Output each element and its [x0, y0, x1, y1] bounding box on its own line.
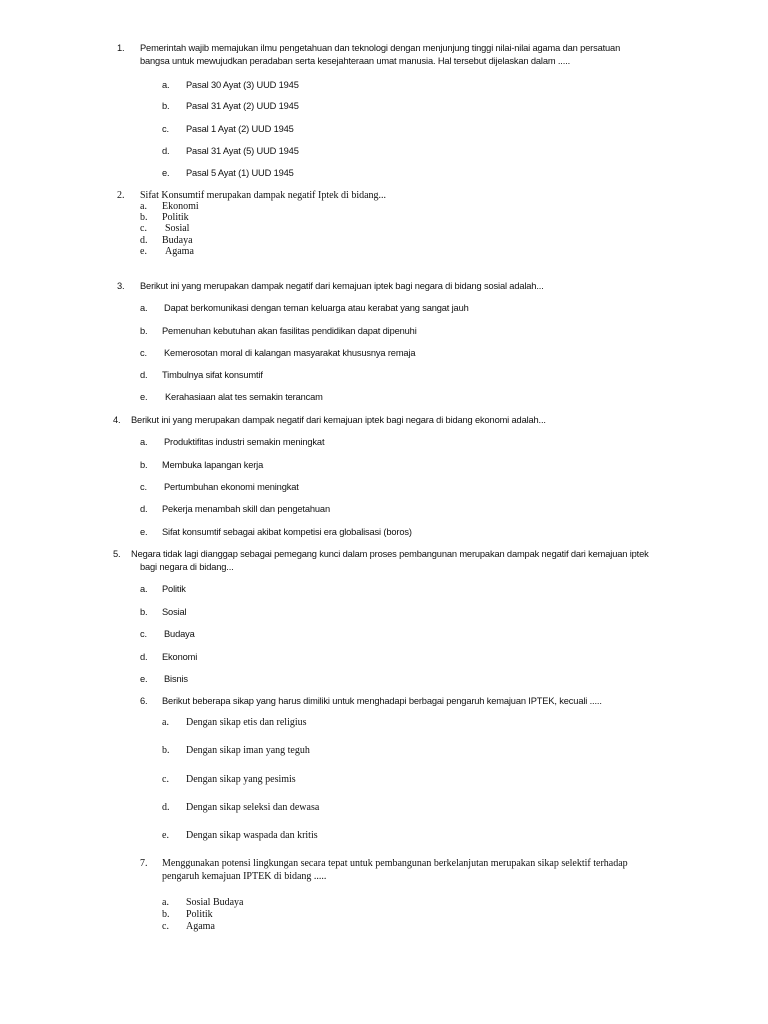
option-letter: e. — [140, 527, 148, 537]
option-letter: a. — [140, 201, 147, 212]
option-letter: d. — [140, 652, 148, 662]
question-text-line: bagi negara di bidang... — [140, 562, 234, 572]
question-text-line: Berikut ini yang merupakan dampak negatif dari kemajuan iptek bagi negara di bidang sosial adalah... — [140, 281, 544, 291]
question-text-line: pengaruh kemajuan IPTEK di bidang ..... — [162, 871, 327, 882]
question-number: 5. — [113, 549, 121, 559]
question-number: 6. — [140, 696, 148, 706]
option-text: Sifat konsumtif sebagai akibat kompetisi era globalisasi (boros) — [162, 527, 412, 537]
option-letter: d. — [140, 370, 148, 380]
option-text: Ekonomi — [162, 652, 198, 662]
option-letter: c. — [162, 124, 169, 134]
question-text-line: Berikut beberapa sikap yang harus dimiliki untuk menghadapi berbagai pengaruh kemajuan IPTEK, kecuali ..... — [162, 696, 602, 706]
option-text: Bisnis — [164, 674, 188, 684]
option-letter: e. — [140, 674, 148, 684]
option-text: Produktifitas industri semakin meningkat — [164, 437, 325, 447]
option-letter: b. — [140, 460, 148, 470]
question-text-line: Menggunakan potensi lingkungan secara tepat untuk pembangunan berkelanjutan merupakan sikap selektif terhadap — [162, 858, 628, 869]
option-letter: e. — [140, 246, 147, 257]
option-letter: c. — [140, 348, 147, 358]
option-letter: d. — [140, 504, 148, 514]
option-text: Pemenuhan kebutuhan akan fasilitas pendidikan dapat dipenuhi — [162, 326, 417, 336]
question-number: 1. — [117, 43, 125, 53]
option-text: Dapat berkomunikasi dengan teman keluarga atau kerabat yang sangat jauh — [164, 303, 469, 313]
option-text: Sosial — [165, 223, 190, 234]
option-letter: e. — [140, 392, 148, 402]
option-text: Kemerosotan moral di kalangan masyarakat khususnya remaja — [164, 348, 416, 358]
option-text: Pertumbuhan ekonomi meningkat — [164, 482, 299, 492]
option-letter: b. — [140, 212, 148, 223]
option-letter: d. — [162, 146, 170, 156]
option-text: Budaya — [164, 629, 195, 639]
option-letter: a. — [140, 437, 148, 447]
question-text-line: bangsa untuk mewujudkan peradaban serta kesejahteraan umat manusia. Hal tersebut dijelaskan dalam ..... — [140, 56, 571, 66]
option-text: Dengan sikap yang pesimis — [186, 774, 296, 785]
option-letter: c. — [140, 223, 147, 234]
option-letter: e. — [162, 168, 170, 178]
option-text: Pasal 31 Ayat (2) UUD 1945 — [186, 101, 299, 111]
option-letter: c. — [140, 482, 147, 492]
option-text: Pasal 30 Ayat (3) UUD 1945 — [186, 80, 299, 90]
option-text: Ekonomi — [162, 201, 199, 212]
question-text-line: Pemerintah wajib memajukan ilmu pengetahuan dan teknologi dengan menjunjung tinggi nilai-nilai agama dan persatuan — [140, 43, 621, 53]
option-letter: d. — [162, 802, 170, 813]
question-number: 2. — [117, 190, 125, 201]
option-letter: b. — [140, 326, 148, 336]
option-text: Dengan sikap waspada dan kritis — [186, 830, 318, 841]
option-letter: b. — [162, 909, 170, 920]
option-letter: c. — [162, 921, 169, 932]
option-letter: a. — [140, 303, 148, 313]
option-text: Timbulnya sifat konsumtif — [162, 370, 263, 380]
option-text: Agama — [186, 921, 215, 932]
option-text: Sosial Budaya — [186, 897, 244, 908]
option-letter: a. — [162, 717, 169, 728]
option-text: Pasal 31 Ayat (5) UUD 1945 — [186, 146, 299, 156]
option-letter: e. — [162, 830, 169, 841]
option-text: Agama — [165, 246, 194, 257]
option-text: Sosial — [162, 607, 187, 617]
question-number: 3. — [117, 281, 125, 291]
option-letter: a. — [162, 80, 170, 90]
question-text-line: Negara tidak lagi dianggap sebagai pemegang kunci dalam proses pembangunan merupakan dampak negatif dari kemajuan iptek — [131, 549, 649, 559]
option-text: Membuka lapangan kerja — [162, 460, 264, 470]
option-letter: c. — [140, 629, 147, 639]
option-text: Politik — [162, 212, 189, 223]
option-text: Dengan sikap etis dan religius — [186, 717, 307, 728]
question-number: 7. — [140, 858, 148, 869]
option-text: Pasal 5 Ayat (1) UUD 1945 — [186, 168, 294, 178]
option-letter: b. — [162, 745, 170, 756]
option-text: Dengan sikap iman yang teguh — [186, 745, 310, 756]
option-text: Politik — [162, 584, 186, 594]
option-letter: b. — [162, 101, 170, 111]
option-letter: b. — [140, 607, 148, 617]
option-text: Pekerja menambah skill dan pengetahuan — [162, 504, 330, 514]
option-letter: c. — [162, 774, 169, 785]
option-letter: d. — [140, 235, 148, 246]
option-letter: a. — [162, 897, 169, 908]
question-text-line: Berikut ini yang merupakan dampak negatif dari kemajuan iptek bagi negara di bidang ekonomi adalah... — [131, 415, 546, 425]
question-text-line: Sifat Konsumtif merupakan dampak negatif Iptek di bidang... — [140, 190, 387, 201]
option-text: Kerahasiaan alat tes semakin terancam — [165, 392, 323, 402]
option-letter: a. — [140, 584, 148, 594]
option-text: Pasal 1 Ayat (2) UUD 1945 — [186, 124, 294, 134]
option-text: Dengan sikap seleksi dan dewasa — [186, 802, 320, 813]
option-text: Politik — [186, 909, 213, 920]
option-text: Budaya — [162, 235, 193, 246]
question-number: 4. — [113, 415, 121, 425]
